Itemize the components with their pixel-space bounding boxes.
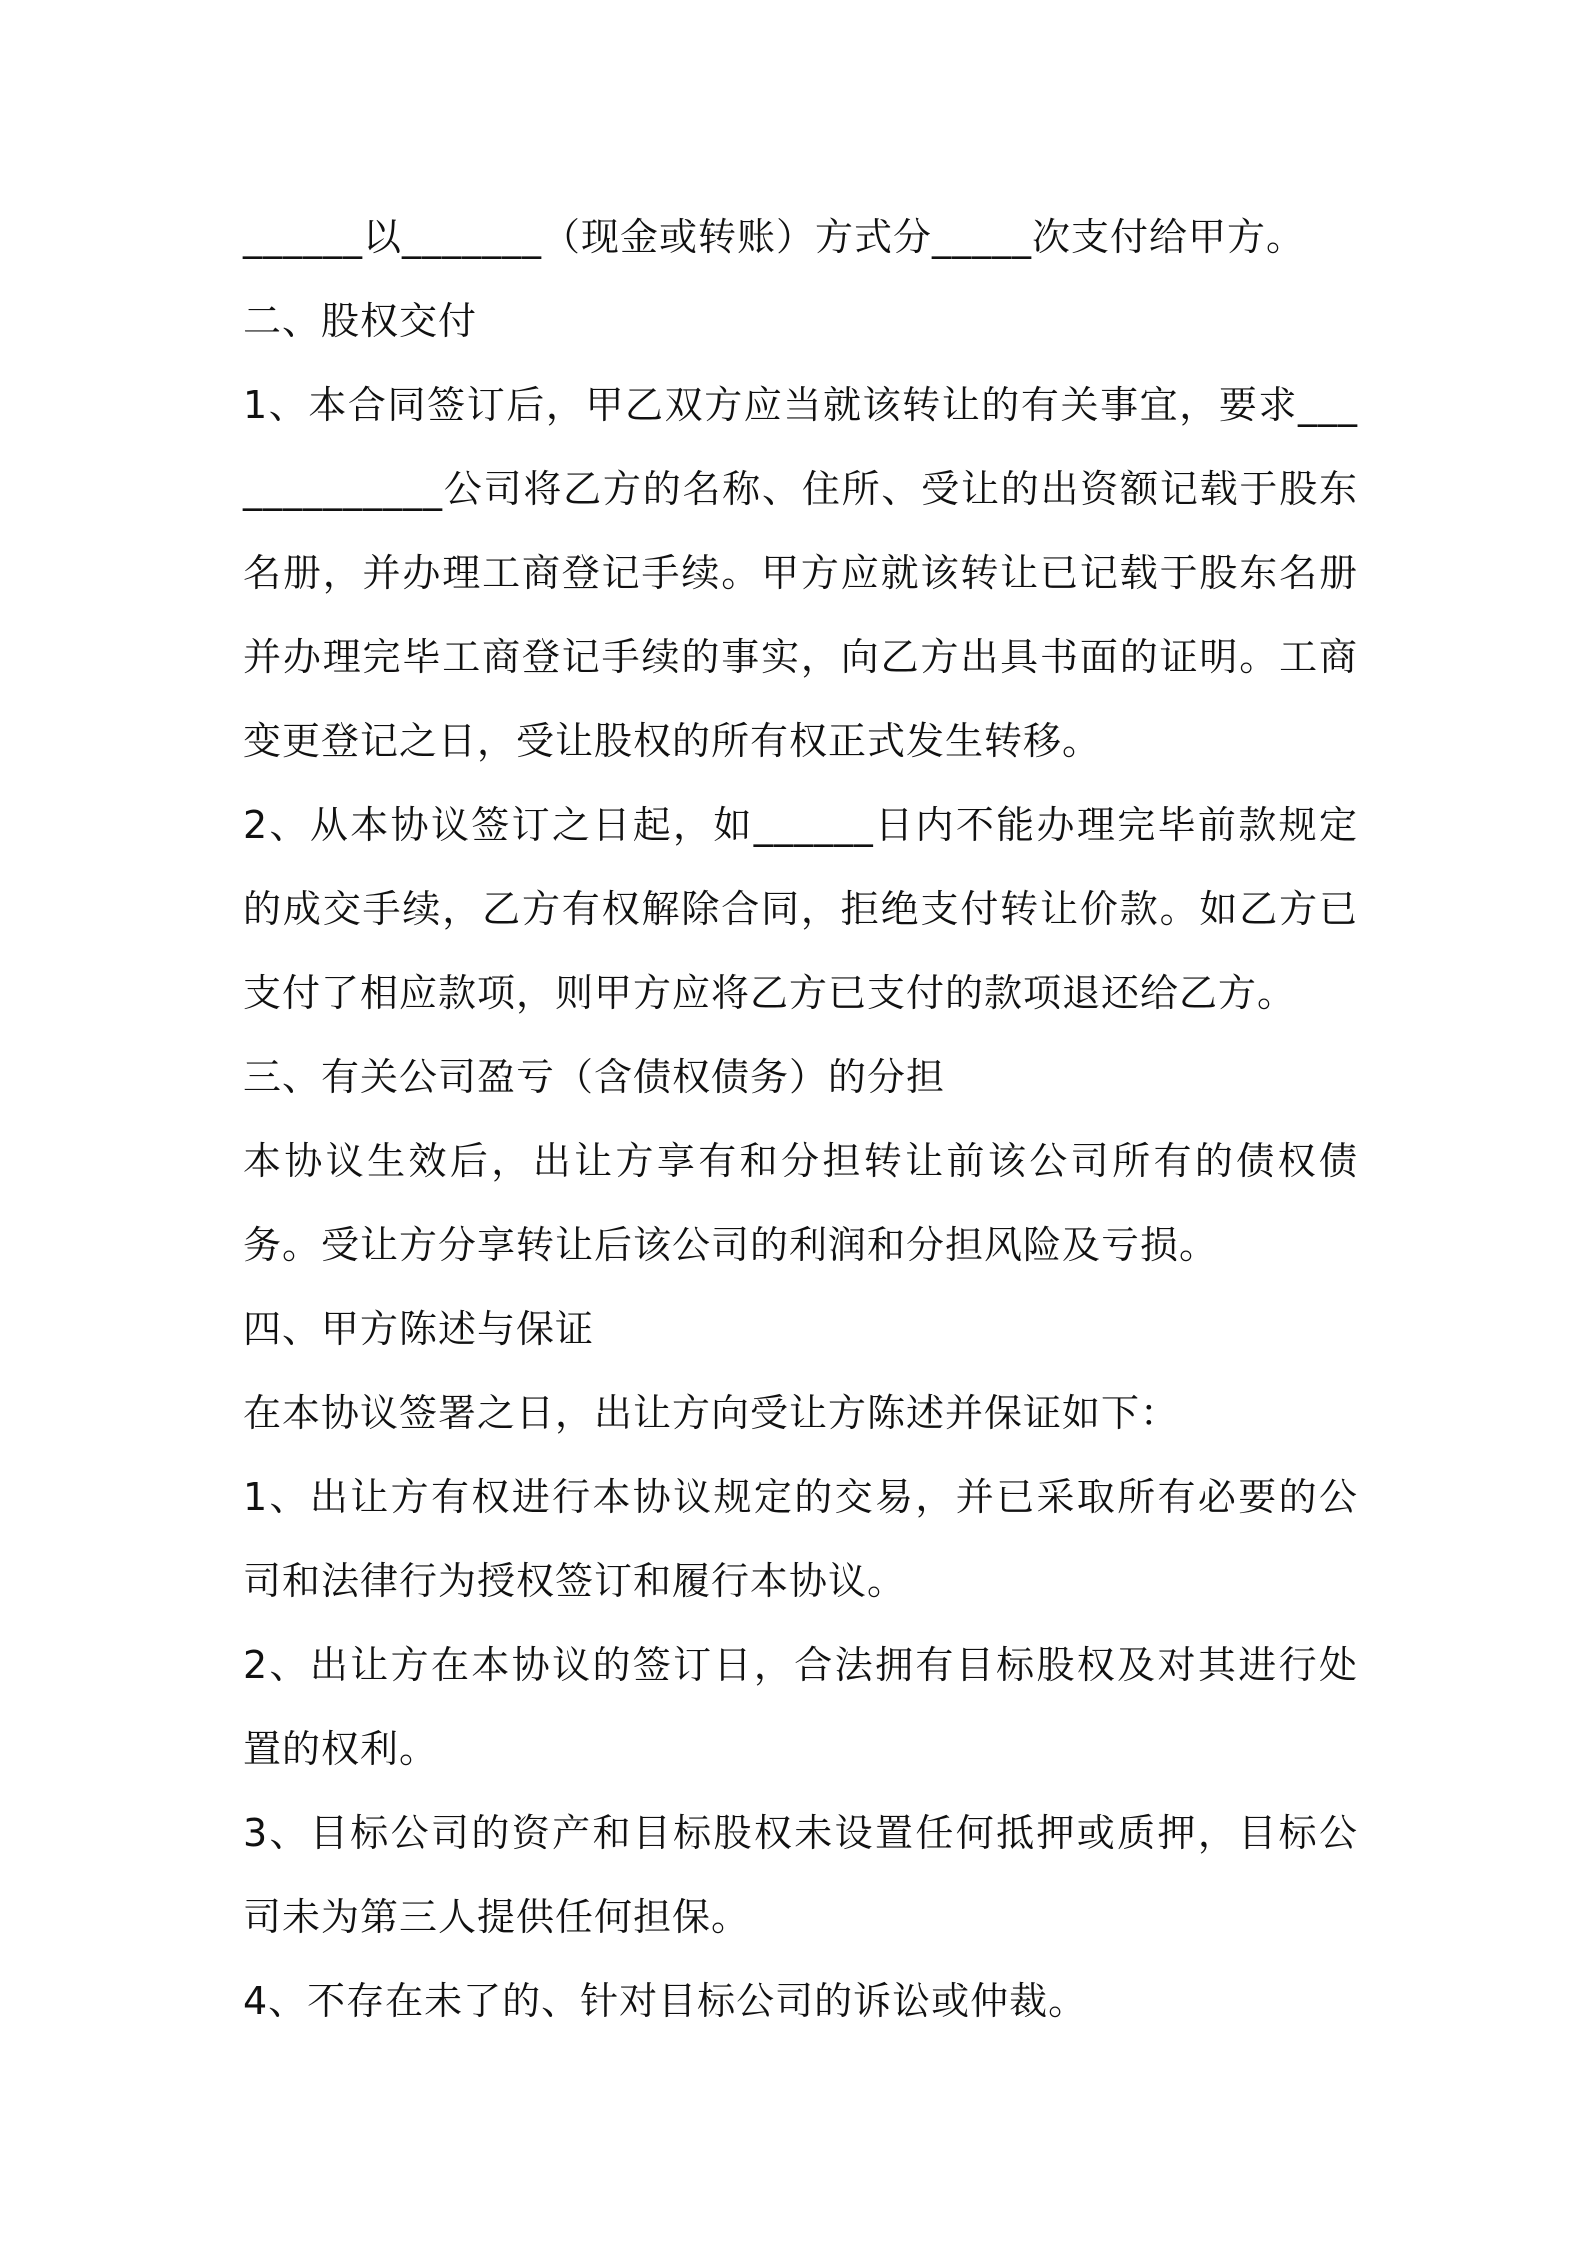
section-4-item-2: 2、出让方在本协议的签订日，合法拥有目标股权及对其进行处置的权利。 <box>243 1643 1358 1771</box>
section-4-heading: 四、甲方陈述与保证 <box>243 1307 595 1351</box>
document-body <box>243 195 1358 2043</box>
section-4-item-4: 4、不存在未了的、针对目标公司的诉讼或仲裁。 <box>243 1979 1088 2023</box>
section-2-item-1: 1、本合同签订后，甲乙双方应当就该转让的有关事宜，要求_____________公司将乙方的名称、住所、受让的出资额记载于股东名册，并办理工商登记手续。甲方应就该转让已记载于股东名册并办理完毕工商登记手续的事实，向乙方出具书面的证明。工商变更登记之日，受让股权的所有权正式发生转移。 <box>243 383 1358 763</box>
section-2-heading: 二、股权交付 <box>243 299 478 343</box>
section-4-intro: 在本协议签署之日，出让方向受让方陈述并保证如下： <box>243 1391 1180 1435</box>
section-2-item-2: 2、从本协议签订之日起，如______日内不能办理完毕前款规定的成交手续，乙方有权解除合同，拒绝支付转让价款。如乙方已支付了相应款项，则甲方应将乙方已支付的款项退还给乙方。 <box>243 803 1358 1015</box>
section-3-body: 本协议生效后，出让方享有和分担转让前该公司所有的债权债务。受让方分享转让后该公司的利润和分担风险及亏损。 <box>243 1139 1358 1267</box>
section-4-item-3: 3、目标公司的资产和目标股权未设置任何抵押或质押，目标公司未为第三人提供任何担保。 <box>243 1811 1358 1939</box>
payment-method-line: ______以_______（现金或转账）方式分_____次支付给甲方。 <box>243 215 1306 259</box>
section-4-item-1: 1、出让方有权进行本协议规定的交易，并已采取所有必要的公司和法律行为授权签订和履行本协议。 <box>243 1475 1358 1603</box>
section-3-heading: 三、有关公司盈亏（含债权债务）的分担 <box>243 1055 946 1099</box>
